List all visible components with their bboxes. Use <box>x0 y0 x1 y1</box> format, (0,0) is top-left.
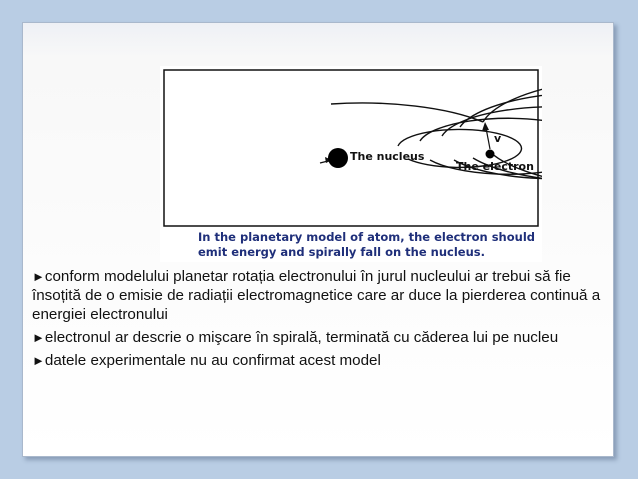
bullet-arrow-icon: ► <box>32 269 45 284</box>
bullet-item <box>32 351 602 370</box>
bullet-text: electronul ar descrie o mişcare în spirală, terminată cu căderea lui pe nucleu <box>44 329 559 346</box>
nucleus-dot <box>328 148 348 168</box>
slide <box>22 22 614 457</box>
caption-line-2: emit energy and spirally fall on the nucleus. <box>198 245 485 259</box>
bullet-list <box>32 267 602 374</box>
atom-model-figure <box>160 66 542 262</box>
bullet-arrow-icon: ► <box>32 330 45 345</box>
velocity-label: v <box>494 132 502 145</box>
bullet-text: conform modelului planetar rotația electronului în jurul nucleului ar trebui să fie însoțită de o emisie de radiații electromagnetice care ar duce la pierderea continuă a energiei electronului <box>32 268 601 323</box>
bullet-arrow-icon: ► <box>32 353 45 368</box>
electron-dot <box>486 150 495 159</box>
spiral-diagram <box>160 66 542 262</box>
bullet-text: datele experimentale nu au confirmat acest model <box>44 352 381 369</box>
nucleus-label: The nucleus <box>350 150 425 163</box>
caption-line-1: In the planetary model of atom, the electron should <box>198 230 535 244</box>
bullet-item <box>32 267 602 324</box>
electron-label: The electron <box>456 160 534 173</box>
bullet-item <box>32 328 602 347</box>
